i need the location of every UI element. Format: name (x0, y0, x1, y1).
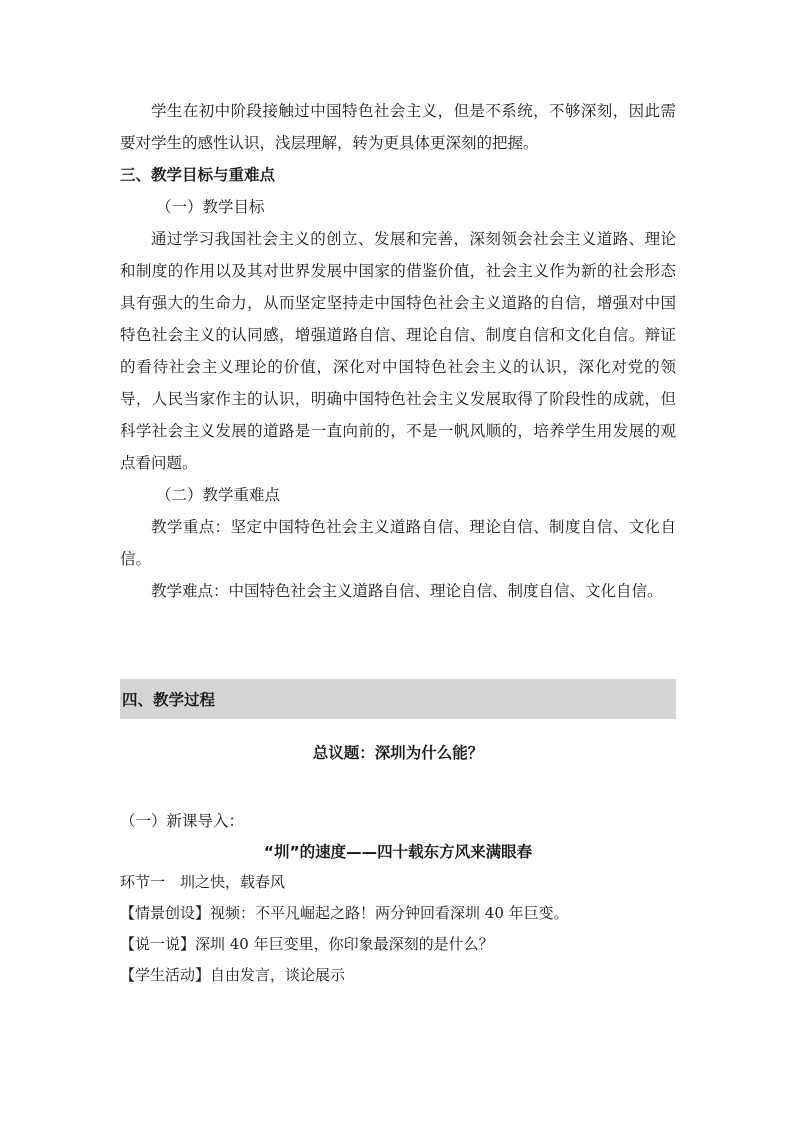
teaching-process-body (120, 805, 676, 991)
section-4-bar (120, 679, 676, 719)
teaching-goals-paragraph: 通过学习我国社会主义的创立、发展和完善，深刻领会社会主义道路、理论和制度的作用以及其对世界发展中国家的借鉴价值，社会主义作为新的社会形态具有强大的生命力，从而坚定坚持走中国特色社会主义道路的自信，增强对中国特色社会主义的认同感，增强道路自信、理论自信、制度自信和文化自信。辩证的看待社会主义理论的价值，深化对中国特色社会主义的认识，深化对党的领导，人民当家作主的认识，明确中国特色社会主义发展取得了阶段性的成就，但科学社会主义发展的道路是一直向前的，不是一帆风顺的，培养学生用发展的观点看问题。 (120, 230, 676, 472)
section-4-heading: 四、教学过程 (122, 691, 216, 709)
student-analysis-paragraph: 学生在初中阶段接触过中国特色社会主义，但是不系统，不够深刻，因此需要对学生的感性认识，浅层理解，转为更具体更深刻的把握。 (120, 102, 676, 152)
section-3-heading: 三、教学目标与重难点 (120, 166, 276, 184)
main-topic-title: 总议题：深圳为什么能？ (312, 744, 484, 762)
difficulty-paragraph: 教学难点：中国特色社会主义道路自信、理论自信、制度自信、文化自信。 (151, 582, 663, 600)
scenario-line: 【情景创设】视频：不平凡崛起之路！两分钟回看深圳 40 年巨变。 (120, 904, 569, 922)
intro-heading: （一）新课导入： (120, 812, 245, 830)
teaching-goals-heading: （一）教学目标 (156, 198, 265, 216)
intro-subtitle: “圳”的速度——四十载东方风来满眼春 (263, 843, 533, 861)
document-body (120, 95, 676, 607)
say-line: 【说一说】深圳 40 年巨变里，你印象最深刻的是什么？ (120, 935, 494, 953)
key-point-paragraph: 教学重点：坚定中国特色社会主义道路自信、理论自信、制度自信、文化自信。 (120, 518, 676, 568)
link-1-heading: 环节一 圳之快，载春风 (120, 873, 286, 891)
key-difficult-points-heading: （二）教学重难点 (156, 486, 281, 504)
activity-line: 【学生活动】自由发言，谈论展示 (120, 966, 346, 984)
